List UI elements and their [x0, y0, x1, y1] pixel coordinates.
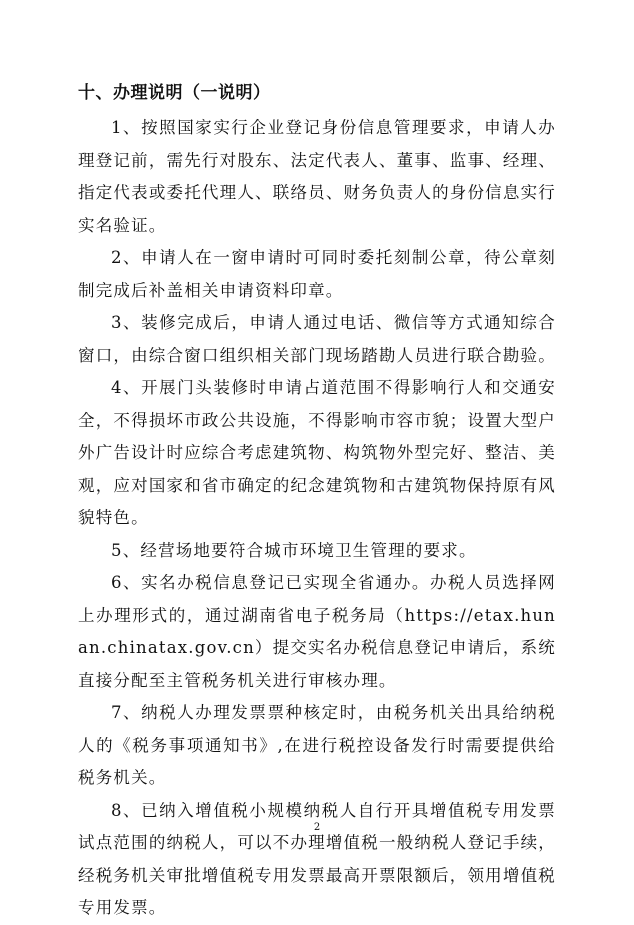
page-number: 2 — [313, 822, 321, 833]
paragraph-7: 7、纳税人办理发票票种核定时，由税务机关出具给纳税人的《税务事项通知书》,在进行税控设备发行时需要提供给税务机关。 — [78, 703, 556, 787]
paragraph-8: 8、已纳入增值税小规模纳税人自行开具增值税专用发票试点范围的纳税人，可以不办理增值税一般纳税人登记手续，经税务机关审批增值税专用发票最高开票限额后，领用增值税专用发票。 — [78, 800, 556, 917]
paragraph-3: 3、装修完成后，申请人通过电话、微信等方式通知综合窗口，由综合窗口组织相关部门现场踏勘人员进行联合勘验。 — [78, 313, 556, 365]
paragraph-5: 5、经营场地要符合城市环境卫生管理的要求。 — [111, 540, 477, 560]
document-body — [78, 112, 556, 925]
section-heading: 十、办理说明（一说明） — [78, 83, 271, 103]
paragraph-4: 4、开展门头装修时申请占道范围不得影响行人和交通安全，不得损坏市政公共设施，不得影响市容市貌；设置大型户外广告设计时应综合考虑建筑物、构筑物外型完好、整洁、美观，应对国家和省市确定的纪念建筑物和古建筑物保持原有风貌特色。 — [78, 378, 556, 527]
paragraph-1: 1、按照国家实行企业登记身份信息管理要求，申请人办理登记前，需先行对股东、法定代表人、董事、监事、经理、指定代表或委托代理人、联络员、财务负责人的身份信息实行实名验证。 — [78, 118, 556, 235]
paragraph-2: 2、申请人在一窗申请时可同时委托刻制公章，待公章刻制完成后补盖相关申请资料印章。 — [78, 248, 556, 300]
paragraph-6: 6、实名办税信息登记已实现全省通办。办税人员选择网上办理形式的，通过湖南省电子税务局（https://etax.hunan.chinatax.gov.cn）提交实名办税信息登记申请后，系统直接分配至主管税务机关进行审核办理。 — [78, 573, 556, 690]
